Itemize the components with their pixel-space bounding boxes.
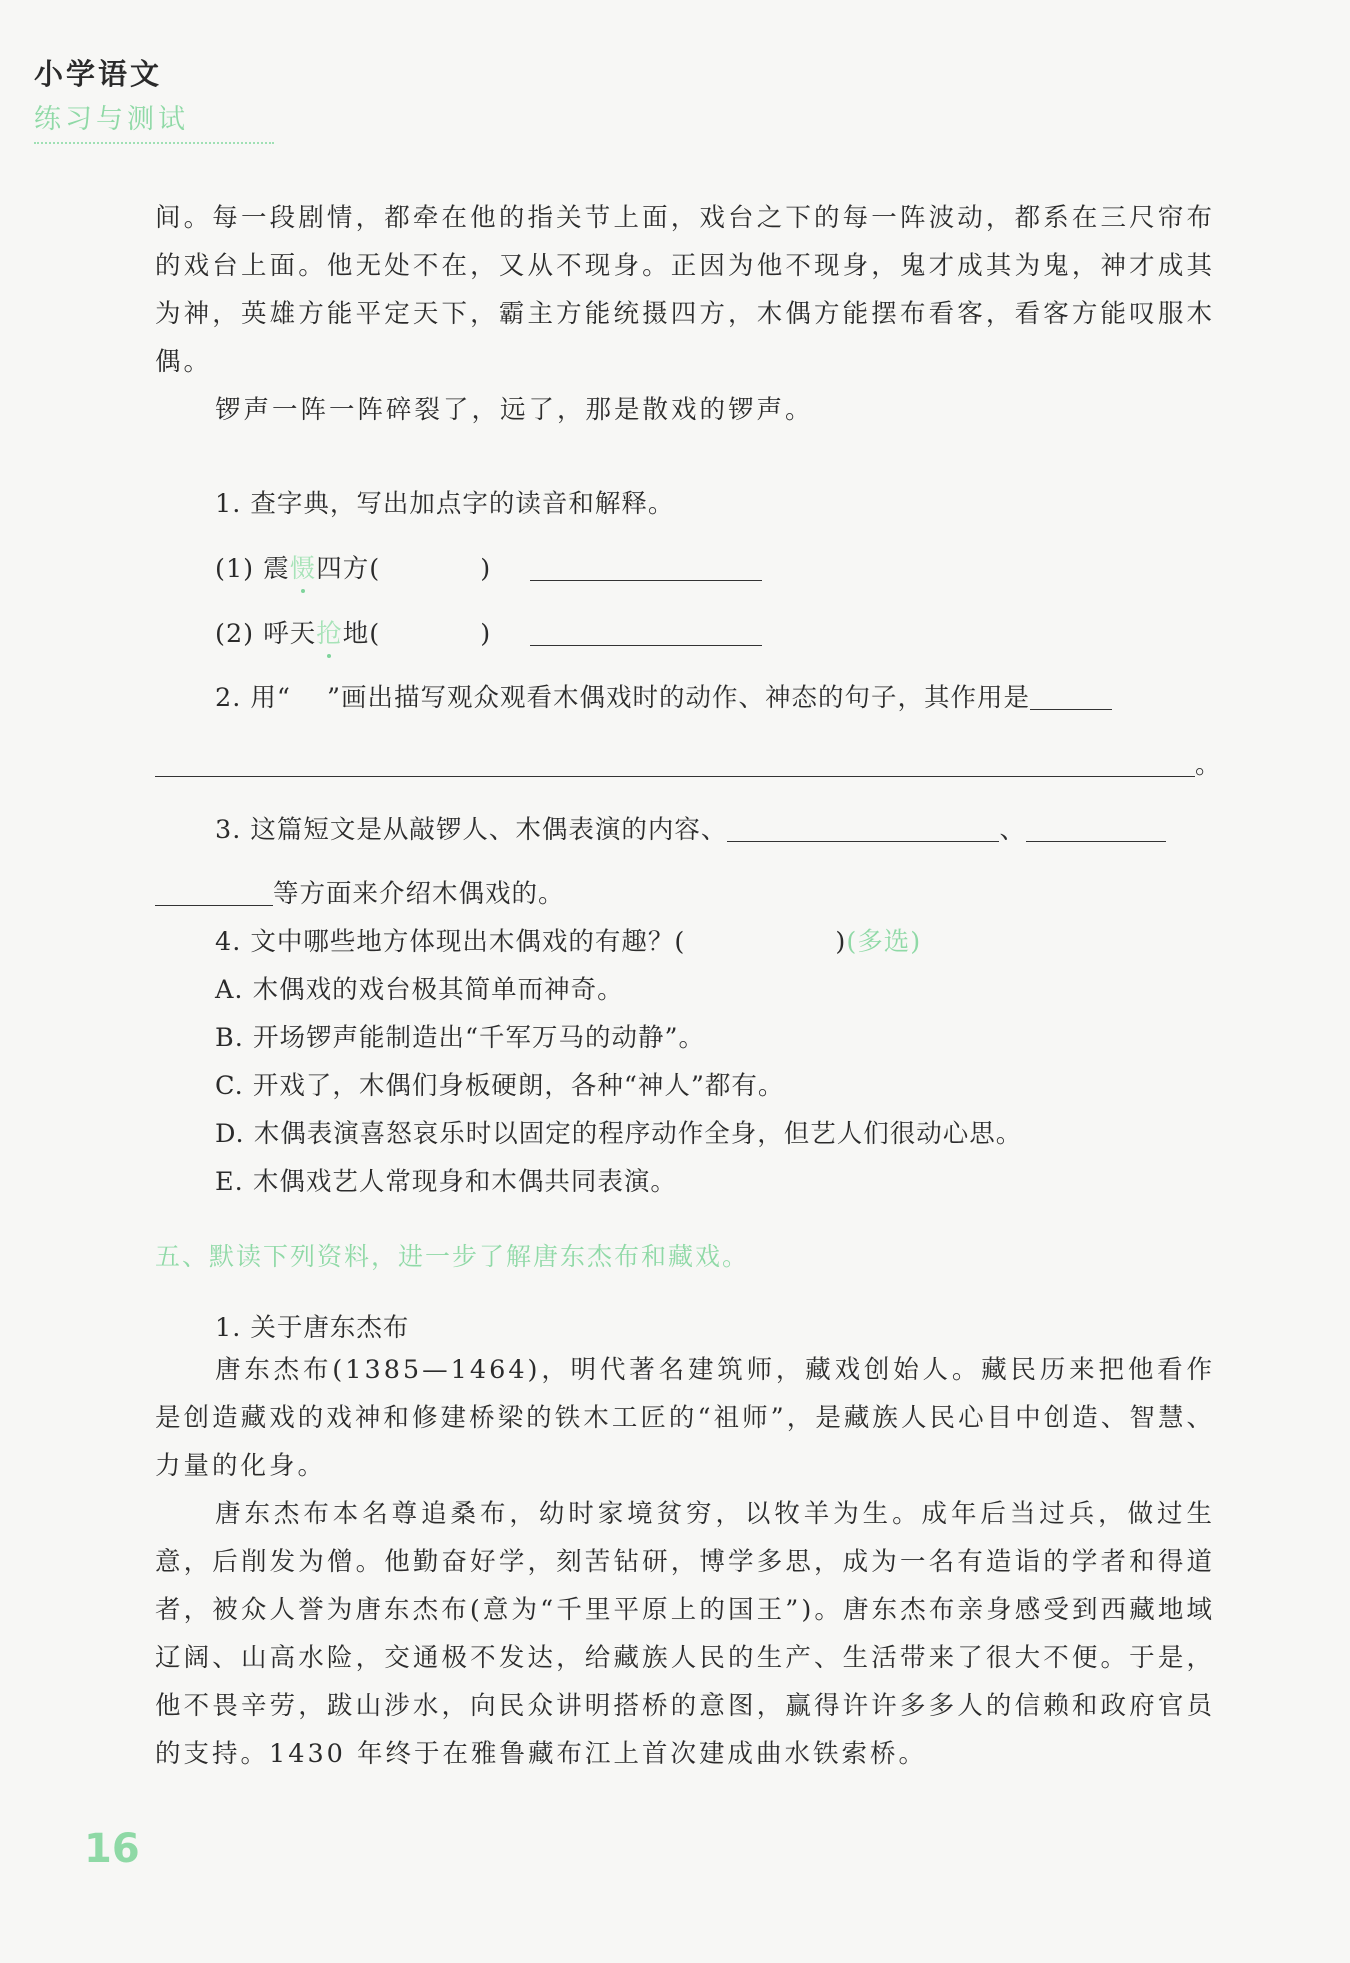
passage (155, 194, 1215, 434)
question-2-line2: 。 (155, 745, 1222, 781)
emphasized-char: 慑 (289, 554, 317, 584)
section-title: 五、默读下列资料，进一步了解唐东杰布和藏戏。 (155, 1242, 750, 1271)
book-title: 小学语文 (34, 57, 163, 91)
option-a: A. 木偶戏的戏台极其简单而神奇。 (215, 975, 624, 1005)
info-paragraph: 唐东杰布本名尊追桑布，幼时家境贫穷，以牧羊为生。成年后当过兵，做过生意，后削发为僧。他勤奋好学，刻苦钻研，博学多思，成为一名有造诣的学者和得道者，被众人誉为唐东杰布(意为“千里平原上的国王”)。唐东杰布亲身感受到西藏地域辽阔、山高水险，交通极不发达，给藏族人民的生产、生活带来了很大不便。于是，他不畏辛劳，跋山涉水，向民众讲明搭桥的意图，赢得许许多多人的信赖和政府官员的支持。1430 年终于在雅鲁藏布江上首次建成曲水铁索桥。 (155, 1499, 1215, 1769)
option-c: C. 开戏了，木偶们身板硬朗，各种“神人”都有。 (215, 1071, 785, 1101)
answer-blank[interactable] (727, 841, 999, 842)
option-e: E. 木偶戏艺人常现身和木偶共同表演。 (215, 1167, 677, 1197)
answer-blank[interactable] (155, 776, 1195, 777)
answer-blank[interactable] (155, 905, 273, 906)
option-b: B. 开场锣声能制造出“千军万马的动静”。 (215, 1023, 706, 1053)
passage-paragraph: 锣声一阵一阵碎裂了，远了，那是散戏的锣声。 (215, 395, 814, 425)
question-2: 2. 用“ ”画出描写观众观看木偶戏时的动作、神态的句子，其作用是 (215, 678, 1112, 714)
option-d: D. 木偶表演喜怒哀乐时以固定的程序动作全身，但艺人们很动心思。 (215, 1119, 1023, 1149)
emphasized-char: 抢 (316, 619, 343, 649)
section-5-text (155, 1346, 1215, 1778)
answer-blank[interactable] (530, 645, 762, 646)
subsection-title: 1. 关于唐东杰布 (215, 1313, 410, 1343)
question-4: 4. 文中哪些地方体现出木偶戏的有趣？( )(多选) (215, 927, 922, 957)
question-1b: (2) 呼天抢地( ) (215, 614, 762, 650)
answer-blank[interactable] (1026, 841, 1166, 842)
answer-blank[interactable] (530, 580, 762, 581)
book-subtitle: 练习与测试 (34, 104, 189, 135)
question-1a: (1) 震慑四方( ) (215, 549, 762, 585)
book-header (34, 52, 274, 144)
answer-blank[interactable] (1030, 709, 1112, 710)
question-3: 3. 这篇短文是从敲锣人、木偶表演的内容、 、 (215, 810, 1166, 846)
question-3-line2: 等方面来介绍木偶戏的。 (155, 874, 565, 910)
multi-select-tag: (多选) (846, 927, 922, 957)
info-paragraph: 唐东杰布(1385—1464)，明代著名建筑师，藏戏创始人。藏民历来把他看作是创造藏戏的戏神和修建桥梁的铁木工匠的“祖师”，是藏族人民心目中创造、智慧、力量的化身。 (155, 1355, 1215, 1481)
page-number: 16 (84, 1826, 140, 1872)
passage-paragraph: 间。每一段剧情，都牵在他的指关节上面，戏台之下的每一阵波动，都系在三尺帘布的戏台上面。他无处不在，又从不现身。正因为他不现身，鬼才成其为鬼，神才成其为神，英雄方能平定天下，霸主方能统摄四方，木偶方能摆布看客，看客方能叹服木偶。 (155, 203, 1215, 377)
header-divider (34, 142, 274, 144)
question-1: 1. 查字典，写出加点字的读音和解释。 (215, 489, 675, 519)
